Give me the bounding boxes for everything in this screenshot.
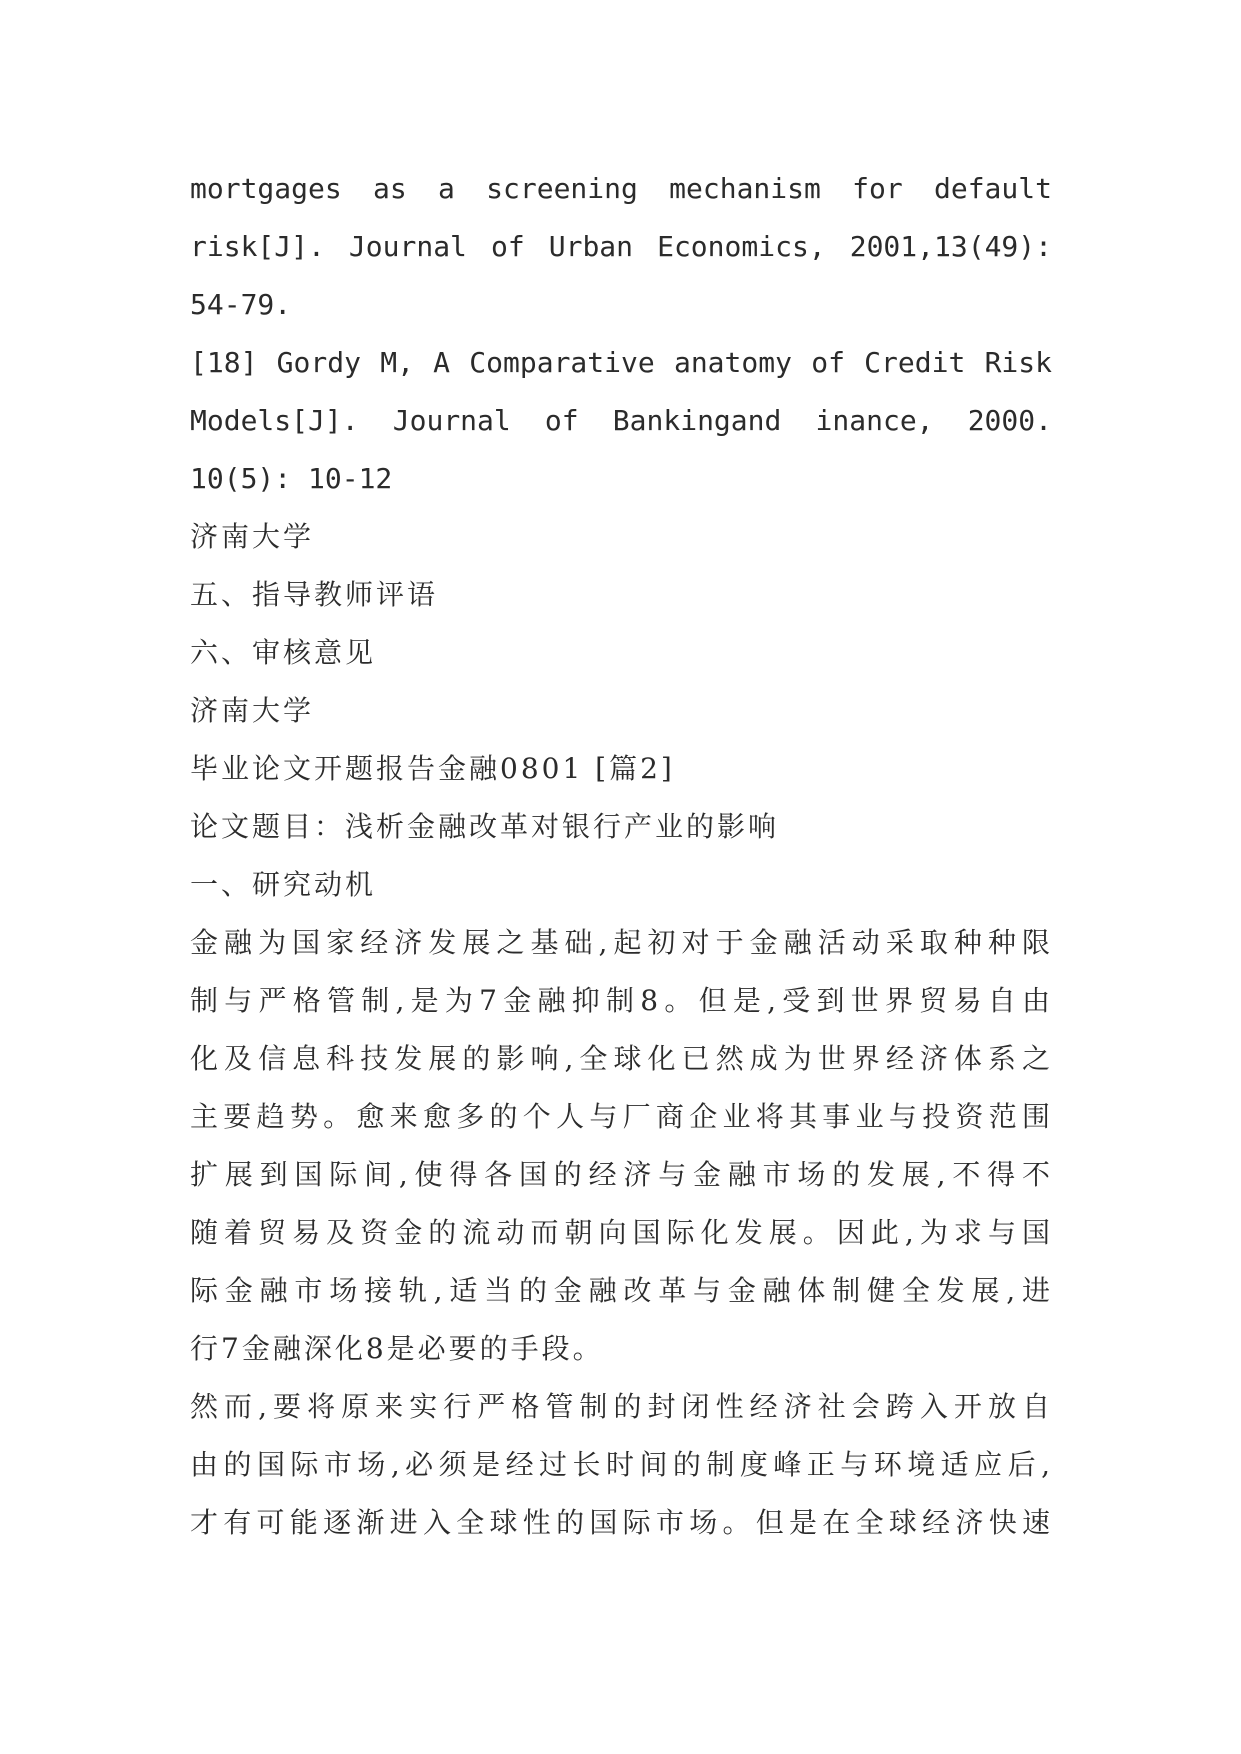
university-name-2: 济南大学 — [190, 694, 315, 727]
reference-18-line-3: 10(5): 10-12 — [190, 462, 393, 495]
document-page — [190, 160, 1052, 1552]
reference-17-line-2: risk[J]. Journal of Urban Economics, 2001,13(49): — [190, 230, 1052, 263]
paragraph-1-line-1: 金融为国家经济发展之基础,起初对于金融活动采取种种限 — [190, 926, 1052, 959]
paragraph-2-line-2: 由的国际市场,必须是经过长时间的制度峰正与环境适应后, — [190, 1448, 1052, 1481]
reference-18-line-2: Models[J]. Journal of Bankingand inance, 2000. — [190, 404, 1052, 437]
section-heading-research-motivation: 一、研究动机 — [190, 868, 377, 901]
paragraph-1-line-8: 行7金融深化8是必要的手段。 — [190, 1332, 604, 1365]
paragraph-1-line-7: 际金融市场接轨,适当的金融改革与金融体制健全发展,进 — [190, 1274, 1052, 1307]
thesis-topic: 论文题目：浅析金融改革对银行产业的影响 — [190, 810, 780, 843]
paragraph-2-line-1: 然而,要将原来实行严格管制的封闭性经济社会跨入开放自 — [190, 1390, 1052, 1423]
paragraph-1-line-4: 主要趋势。愈来愈多的个人与厂商企业将其事业与投资范围 — [190, 1100, 1052, 1133]
paragraph-1-line-5: 扩展到国际间,使得各国的经济与金融市场的发展,不得不 — [190, 1158, 1052, 1191]
paragraph-1-line-6: 随着贸易及资金的流动而朝向国际化发展。因此,为求与国 — [190, 1216, 1052, 1249]
section-heading-advisor-comments: 五、指导教师评语 — [190, 578, 439, 611]
reference-17-line-1: mortgages as a screening mechanism for default — [190, 172, 1052, 205]
section-heading-review-opinion: 六、审核意见 — [190, 636, 377, 669]
paragraph-2-line-3: 才有可能逐渐进入全球性的国际市场。但是在全球经济快速 — [190, 1506, 1052, 1539]
reference-17-line-3: 54-79. — [190, 288, 292, 321]
paragraph-1-line-2: 制与严格管制,是为7金融抑制8。但是,受到世界贸易自由 — [190, 984, 1052, 1017]
reference-18-line-1: [18] Gordy M, A Comparative anatomy of Credit Risk — [190, 346, 1052, 379]
report-title: 毕业论文开题报告金融0801 [篇2] — [190, 752, 675, 785]
paragraph-1-line-3: 化及信息科技发展的影响,全球化已然成为世界经济体系之 — [190, 1042, 1052, 1075]
university-name: 济南大学 — [190, 520, 315, 553]
